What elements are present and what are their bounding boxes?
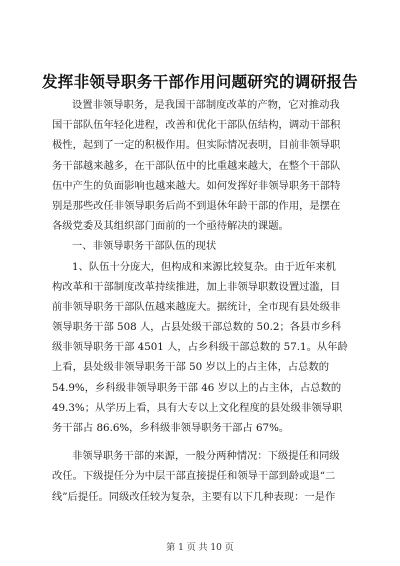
- paragraph-line: 49.3%；从学历上看，具有大专以上文化程度的县处级非领导职: [52, 401, 343, 414]
- paragraph-line: 构改革和干部制度改革持续推进，加上非领导职数设置过滥，目: [52, 280, 341, 293]
- paragraph-line: 前非领导职务干部队伍越来越庞大。据统计，全市现有县处级非: [52, 300, 341, 313]
- paragraph-spacer: [52, 438, 360, 446]
- paragraph-line: 级非领导职务干部 4501 人，占乡科级干部总数的 57.1。从年龄: [52, 341, 348, 354]
- section-heading: 一、非领导职务干部队伍的现状: [72, 240, 217, 253]
- paragraph-line: 非领导职务干部的来源，一般分两种情况：下级提任和同级: [72, 450, 340, 463]
- paragraph-line: 各级党委及其组织部门面前的一个亟待解决的课题。: [52, 220, 289, 233]
- paragraph-line: 设置非领导职务，是我国干部制度改革的产物，它对推动我: [72, 99, 340, 111]
- paragraph-line: 国干部队伍年轻化进程，改善和优化干部队伍结构，调动干部积: [52, 119, 341, 132]
- paragraph-line: 伍中产生的负面影响也越来越大。如何发挥好非领导职务干部特: [52, 179, 341, 192]
- paragraph-line: 领导职务干部 508 人，占县处级干部总数的 50.2；各县市乡科: [52, 321, 342, 334]
- paragraph-line: 54.9%，乡科级非领导职务干部 46 岁以上的占主体，占总数的: [52, 381, 342, 394]
- paragraph-line: 1、队伍十分庞大，但构成和来源比较复杂。由于近年来机: [72, 260, 336, 273]
- paragraph-line: 线”后提任。同级改任较为复杂，主要有以下几种表现：一是作: [52, 490, 336, 503]
- paragraph-line: 上看，县处级非领导职务干部 50 岁以上的占主体，占总数的: [52, 361, 330, 374]
- paragraph-line: 改任。下级提任分为中层干部直接提任和领导干部到龄或退“二: [52, 470, 336, 483]
- paragraph-line: 务干部占 86.6%，乡科级非领导职务干部占 67%。: [52, 422, 290, 434]
- page-footer: 第 1 页 共 10 页: [166, 543, 234, 553]
- document-title: 发挥非领导职务干部作用问题研究的调研报告: [41, 72, 358, 91]
- paragraph-line: 极性，起到了一定的积极作用。但实际情况表明，目前非领导职: [52, 139, 341, 152]
- paragraph-line: 别是那些改任非领导职务后尚不到退休年龄干部的作用，是摆在: [52, 199, 341, 212]
- paragraph-line: 务干部越来越多，在干部队伍中的比重越来越大，在整个干部队: [52, 159, 341, 172]
- document-body: [52, 95, 360, 507]
